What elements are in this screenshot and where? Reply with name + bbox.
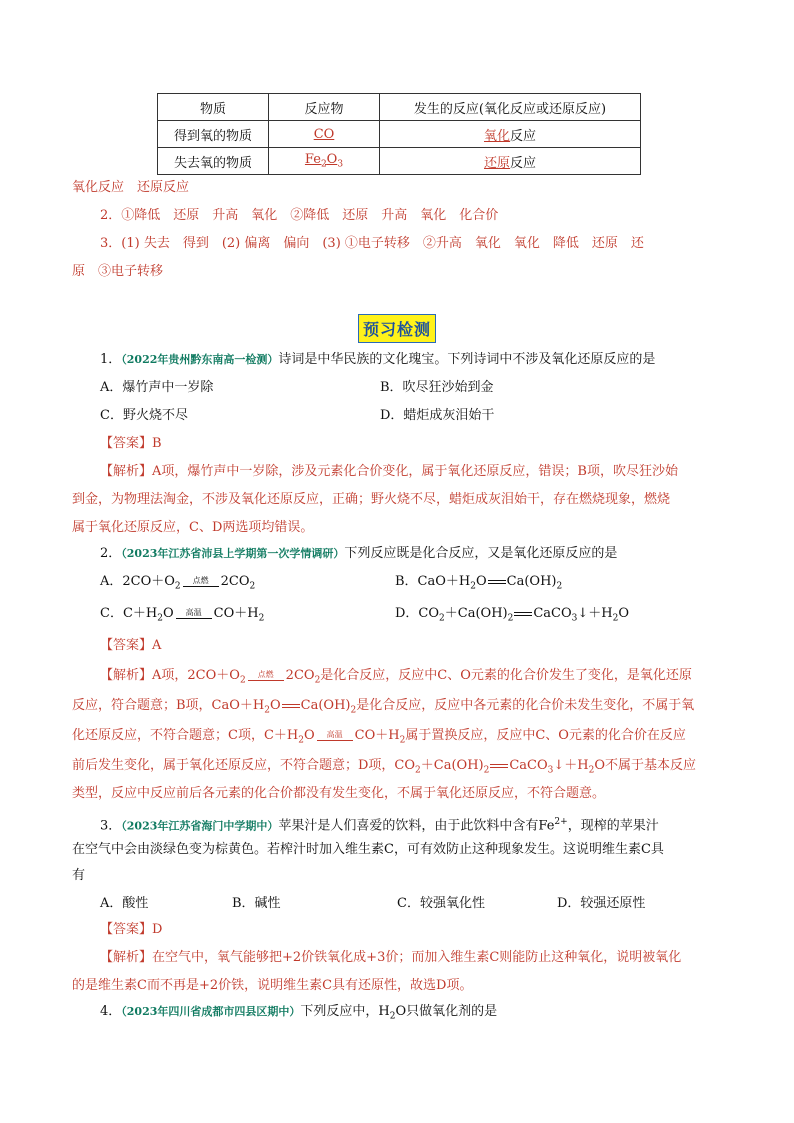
analysis-text: O: [269, 698, 281, 713]
question-source: （2023年江苏省沛县上学期第一次学情调研）: [121, 547, 345, 560]
reaction-answer: 还原: [483, 155, 510, 171]
reaction-arrow: [317, 740, 353, 741]
analysis-text: 在空气中，氧气能够把+2价铁氧化成+3价；而加入维生素C则能防止这种氧化，说明被氧化: [152, 950, 682, 965]
analysis-tag: 【解析】: [100, 950, 153, 965]
question-2: [100, 544, 750, 564]
question-number: 1．: [100, 352, 122, 367]
option-d: D．$CO_2+Ca(OH)_2$ $CaCO_3↓+H_2O$: [395, 606, 630, 624]
analysis-text: 前后发生变化，属于氧化还原反应，不符合题意；D项，CO: [72, 758, 416, 773]
equals-sign: [490, 764, 508, 768]
analysis-line: 【解析】A项，$2CO+O_2$ 点燃 $2CO_2$是化合反应，反应中C、O元素的化合价发生了变化，是氧化还原: [100, 668, 692, 686]
answer-line: 原 ③电子转移: [72, 264, 164, 279]
answer-line: 3．(1) 失去 得到 (2) 偏离 偏向 (3) ①电子转移 ②升高 氧化 氧化 降低 还原 还: [100, 236, 644, 251]
reactant-value: [304, 152, 344, 170]
question-stem-line: 在空气中会由淡绿色变为棕黄色。若榨汁时加入维生素C，可有效防止这种现象发生。这说明维生素C具: [72, 842, 664, 857]
analysis-line: [100, 948, 750, 968]
formula-sub: 3: [337, 159, 344, 170]
reaction-suffix: 反应: [510, 155, 537, 171]
answer-line: 氧化反应 还原反应: [72, 180, 190, 195]
analysis-text: O不属于基本反应: [594, 758, 697, 773]
table-header: 物质: [158, 94, 269, 121]
formula-sub: 2: [320, 159, 327, 170]
analysis-line: 化还原反应，不符合题意；C项，$C+H_2O$ 高温 $CO+H_2$属于置换反应，反应中C、O元素的化合价在反应: [72, 728, 686, 746]
question-number: 2．: [100, 546, 122, 561]
section-title: 预习检测: [358, 314, 436, 343]
table-cell: [269, 148, 380, 175]
analysis-text: A项，2CO＋O: [152, 668, 240, 683]
equals-sign: [282, 704, 300, 708]
analysis-text: 是化合反应，反应中各元素的化合价未发生变化，不属于氧: [356, 698, 695, 713]
analysis-tag: 【解析】: [100, 668, 153, 683]
equals-sign: [488, 580, 506, 584]
answer-row: [100, 920, 750, 940]
question-stem: 下列反应中，H: [300, 1004, 390, 1019]
question-stem: ，现榨的苹果汁: [567, 818, 659, 834]
table-header-row: [158, 94, 641, 121]
answer-tag: 【答案】: [100, 436, 153, 451]
option-c: C．较强氧化性: [397, 896, 485, 911]
analysis-line: 类型，反应中反应前后各元素的化合价都没有发生变化，不属于氧化还原反应，不符合题意。: [72, 786, 606, 801]
option-b: B．吹尽狂沙始到金: [380, 380, 494, 395]
answer-value: B: [152, 436, 162, 451]
reaction-condition: [248, 670, 284, 681]
formula-part: O: [326, 152, 338, 168]
analysis-line: 的是维生素C而不再是+2价铁，说明维生素C具有还原性，故选D项。: [72, 978, 473, 993]
oxidation-table: [157, 93, 641, 175]
reaction-condition: [317, 730, 353, 741]
answer-value: D: [152, 922, 163, 937]
option-b: B．碱性: [232, 896, 281, 911]
analysis-tag: 【解析】: [100, 464, 153, 479]
question-source: （2023年江苏省海门中学期中）: [121, 819, 279, 833]
condition-label: 点燃: [192, 576, 209, 585]
analysis-text: CO＋H: [354, 728, 400, 743]
analysis-text: 反应，符合题意；B项，CaO＋H: [72, 698, 265, 713]
option-d: D．较强还原性: [557, 896, 646, 911]
reaction-condition: [183, 576, 219, 587]
table-cell: 失去氧的物质: [158, 148, 269, 175]
reaction-answer: 氧化: [483, 128, 510, 144]
question-stem: O只做氧化剂的是: [395, 1004, 498, 1019]
analysis-text: CaCO: [509, 758, 548, 773]
reaction-arrow: [183, 586, 219, 587]
analysis-line: [100, 462, 750, 482]
question-number: 4．: [100, 1004, 122, 1019]
analysis-text: 属于置换反应，反应中C、O元素的化合价在反应: [405, 728, 686, 743]
option-c: C．野火烧不尽: [100, 408, 188, 423]
table-cell: [269, 121, 380, 148]
reaction-condition: [176, 608, 212, 619]
equals-sign: [514, 612, 532, 616]
question-source: （2022年贵州黔东南高一检测）: [121, 353, 279, 366]
question-stem: 诗词是中华民族的文化瑰宝。下列诗词中不涉及氧化还原反应的是: [278, 352, 656, 367]
analysis-text: ＋Ca(OH): [420, 758, 484, 773]
answer-row: [100, 434, 750, 454]
answer-row: [100, 636, 750, 656]
condition-label: 高温: [185, 608, 202, 617]
analysis-text: A项，爆竹声中一岁除，涉及元素化合价变化，属于氧化还原反应，错误；B项，吹尽狂沙始: [152, 464, 678, 479]
answer-tag: 【答案】: [100, 922, 153, 937]
question-stem-line: 有: [72, 868, 86, 883]
analysis-text: Ca(OH): [300, 698, 351, 713]
reactant-value: CO: [313, 126, 335, 142]
reaction-suffix: 反应: [510, 128, 537, 144]
table-row: [158, 121, 641, 148]
question-source: （2023年四川省成都市四县区期中）: [121, 1005, 301, 1018]
analysis-text: ↓＋H: [553, 758, 589, 773]
option-b: B．$CaO+H_2O$ $Ca(OH)_2$: [395, 574, 563, 592]
formula-part: Fe: [304, 152, 321, 168]
question-number: 3．: [100, 818, 122, 834]
option-a: A．$2CO+O_2$ 点燃 $2CO_2$: [100, 574, 256, 592]
condition-label: 点燃: [257, 670, 274, 679]
condition-label: 高温: [326, 730, 343, 739]
option-a: A．爆竹声中一岁除: [100, 380, 214, 395]
table-cell: 得到氧的物质: [158, 121, 269, 148]
analysis-text: O: [303, 728, 315, 743]
ion-charge: 2+: [554, 817, 568, 827]
question-4: 4．（2023年四川省成都市四县区期中）下列反应中，$H_2O$只做氧化剂的是: [100, 1004, 498, 1022]
option-c: C．$C+H_2O$ 高温 $CO+H_2$: [100, 606, 265, 624]
question-3: [100, 812, 750, 836]
answer-tag: 【答案】: [100, 638, 153, 653]
question-1: [100, 350, 750, 370]
analysis-line: 反应，符合题意；B项，$CaO+H_2O$ $Ca(OH)_2$是化合反应，反应中各元素的化合价未发生变化，不属于氧: [72, 698, 695, 716]
answer-line: 2．①降低 还原 升高 氧化 ②降低 还原 升高 氧化 化合价: [100, 208, 499, 223]
question-stem: 苹果汁是人们喜爱的饮料，由于此饮料中含有Fe: [278, 818, 555, 834]
table-cell: [380, 148, 641, 175]
option-d: D．蜡炬成灰泪始干: [380, 408, 495, 423]
reaction-arrow: [248, 680, 284, 681]
analysis-line: 前后发生变化，属于氧化还原反应，不符合题意；D项，$CO_2+Ca(OH)_2$ $CaCO_3↓+H_2O$不属于基本反应: [72, 758, 697, 776]
option-a: A．酸性: [100, 896, 149, 911]
analysis-line: 到金，为物理法淘金，不涉及氧化还原反应，正确；野火烧不尽，蜡炬成灰泪始干，存在燃烧现象，燃烧: [72, 492, 671, 507]
table-header: 反应物: [269, 94, 380, 121]
analysis-text: 是化合反应，反应中C、O元素的化合价发生了变化，是氧化还原: [320, 668, 692, 683]
table-header: 发生的反应(氧化反应或还原反应): [380, 94, 641, 121]
question-stem: 下列反应既是化合反应，又是氧化还原反应的是: [344, 546, 618, 561]
analysis-line: 属于氧化还原反应，C、D两选项均错误。: [72, 520, 314, 535]
analysis-text: 化还原反应，不符合题意；C项，C＋H: [72, 728, 299, 743]
reaction-arrow: [176, 618, 212, 619]
answer-value: A: [152, 638, 162, 653]
analysis-text: 2CO: [285, 668, 315, 683]
table-row: [158, 148, 641, 175]
table-cell: [380, 121, 641, 148]
